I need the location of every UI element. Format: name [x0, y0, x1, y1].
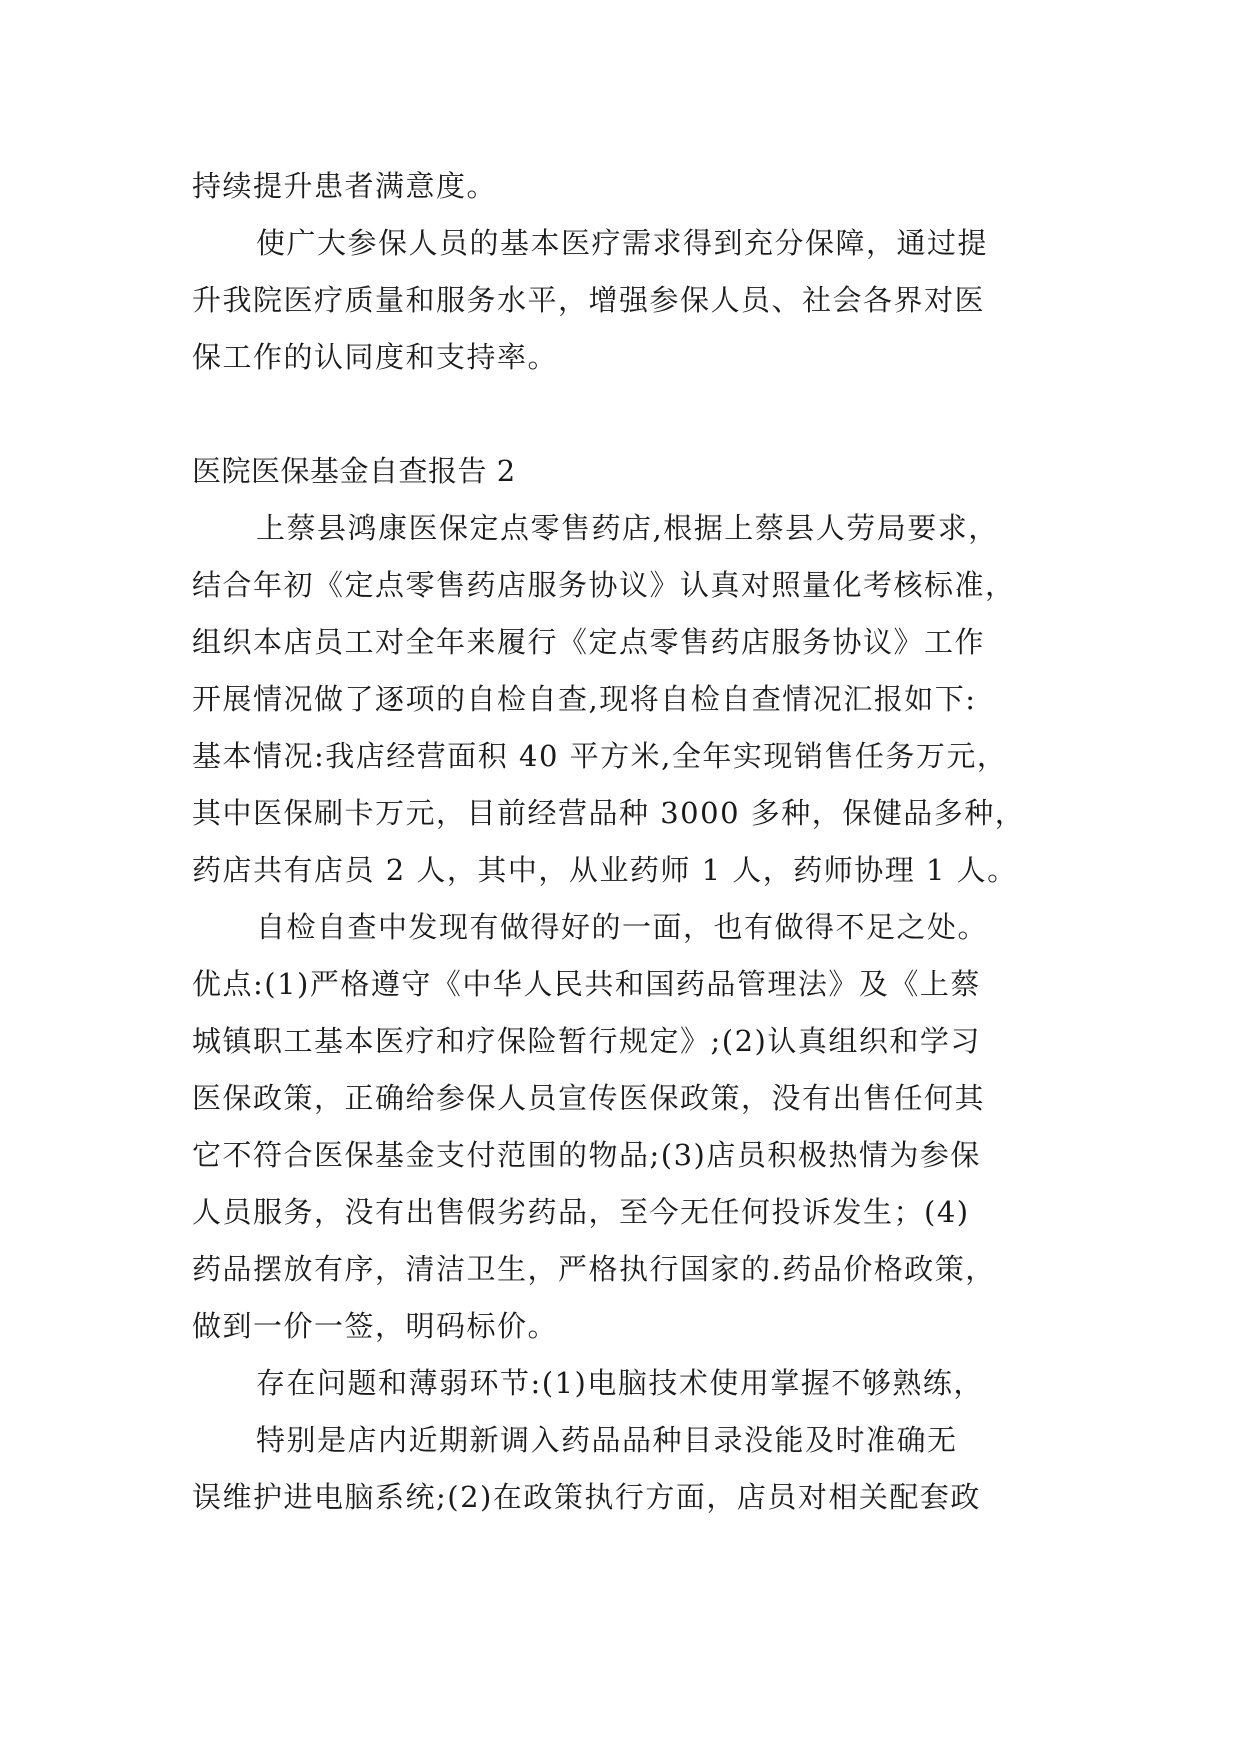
text-line: 组织本店员工对全年来履行《定点零售药店服务协议》工作 — [192, 625, 986, 659]
text-line: 药品摆放有序，清洁卫生，严格执行国家的.药品价格政策， — [192, 1252, 996, 1286]
text-line: 基本情况:我店经营面积 40 平方米,全年实现销售任务万元， — [192, 739, 1008, 773]
text-line: 做到一价一签，明码标价。 — [192, 1309, 559, 1343]
text-line: 结合年初《定点零售药店服务协议》认真对照量化考核标准， — [192, 568, 1016, 602]
text-line: 特别是店内近期新调入药品品种目录没能及时准确无 — [256, 1423, 958, 1457]
text-line: 它不符合医保基金支付范围的物品;(3)店员积极热情为参保 — [192, 1138, 981, 1172]
text-line: 持续提升患者满意度。 — [192, 169, 498, 203]
text-line: 升我院医疗质量和服务水平，增强参保人员、社会各界对医 — [192, 283, 986, 317]
text-line: 自检自查中发现有做得好的一面，也有做得不足之处。 — [256, 910, 989, 944]
text-line: 误维护进电脑系统;(2)在政策执行方面，店员对相关配套政 — [192, 1480, 981, 1514]
text-line: 使广大参保人员的基本医疗需求得到充分保障，通过提 — [256, 226, 989, 260]
text-line: 其中医保刷卡万元，目前经营品种 3000 多种，保健品多种， — [192, 796, 1026, 830]
section-heading: 医院医保基金自查报告 2 — [192, 454, 516, 488]
text-line: 开展情况做了逐项的自检自查,现将自检自查情况汇报如下: — [192, 682, 977, 716]
text-line: 人员服务，没有出售假劣药品，至今无任何投诉发生；(4) — [192, 1195, 970, 1229]
paragraph-gap — [192, 386, 1072, 443]
text-line: 城镇职工基本医疗和疗保险暂行规定》;(2)认真组织和学习 — [192, 1024, 981, 1058]
text-line: 上蔡县鸿康医保定点零售药店,根据上蔡县人劳局要求， — [256, 511, 999, 545]
text-line: 优点:(1)严格遵守《中华人民共和国药品管理法》及《上蔡 — [192, 967, 981, 1001]
text-line: 存在问题和薄弱环节:(1)电脑技术使用掌握不够熟练， — [256, 1366, 984, 1400]
document-body — [192, 158, 1072, 1526]
text-line: 药店共有店员 2 人，其中，从业药师 1 人，药师协理 1 人。 — [192, 853, 1018, 887]
text-line: 医保政策，正确给参保人员宣传医保政策，没有出售任何其 — [192, 1081, 986, 1115]
text-line: 保工作的认同度和支持率。 — [192, 340, 559, 374]
